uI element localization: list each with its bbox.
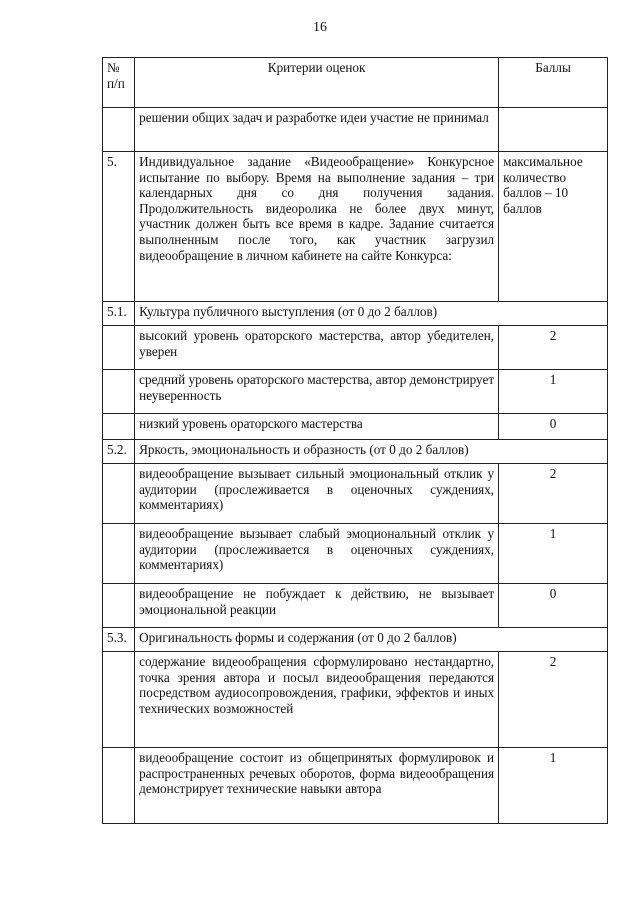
table-header-row	[103, 58, 608, 108]
table-row-subsection-5-3	[103, 628, 608, 652]
subsection-5-1-title: Культура публичного выступления (от 0 до 2 баллов)	[135, 302, 608, 326]
criterion-score: 1	[499, 748, 608, 824]
row-num	[103, 414, 135, 440]
row-num	[103, 748, 135, 824]
table-row	[103, 652, 608, 748]
row-num	[103, 524, 135, 584]
subsection-5-2-num: 5.2.	[103, 440, 135, 464]
criterion-score: 2	[499, 464, 608, 524]
table-row	[103, 748, 608, 824]
criterion-score: 1	[499, 524, 608, 584]
subsection-5-2-title: Яркость, эмоциональность и образность (от 0 до 2 баллов)	[135, 440, 608, 464]
row-num	[103, 464, 135, 524]
criterion-text: высокий уровень ораторского мастерства, автор убедителен, уверен	[135, 326, 499, 370]
section-5-text: Индивидуальное задание «Видеообращение» Конкурсное испытание по выбору. Время на выполнение задания – три календарных дня со дня получения задания. Продолжительность видеоролика не более двух минут, участник должен быть все время в кадре. Задание считается выполненным после того, как участник загрузил видеообращение в личном кабинете на сайте Конкурса:	[135, 152, 499, 302]
criteria-table	[102, 57, 608, 824]
criterion-score: 0	[499, 584, 608, 628]
table-row-section-5	[103, 152, 608, 302]
row-score	[499, 108, 608, 152]
criterion-text: видеообращение состоит из общепринятых формулировок и распространенных речевых оборотов, форма видеообращения демонстрирует технические навыки автора	[135, 748, 499, 824]
table-row-continuation	[103, 108, 608, 152]
criterion-score: 2	[499, 326, 608, 370]
section-5-score: максимальное количество баллов – 10 баллов	[499, 152, 608, 302]
header-criteria: Критерии оценок	[135, 58, 499, 108]
header-score: Баллы	[499, 58, 608, 108]
criterion-score: 0	[499, 414, 608, 440]
table-row	[103, 584, 608, 628]
table-row	[103, 464, 608, 524]
criterion-text: видеообращение вызывает слабый эмоциональный отклик у аудитории (прослеживается в оценочных суждениях, комментариях)	[135, 524, 499, 584]
row-num	[103, 652, 135, 748]
criterion-text: видеообращение не побуждает к действию, не вызывает эмоциональной реакции	[135, 584, 499, 628]
row-num	[103, 108, 135, 152]
table-row-subsection-5-2	[103, 440, 608, 464]
criterion-text: средний уровень ораторского мастерства, автор демонстрирует неуверенность	[135, 370, 499, 414]
table-row-subsection-5-1	[103, 302, 608, 326]
page-number: 16	[313, 20, 327, 35]
criterion-text: содержание видеообращения сформулировано нестандартно, точка зрения автора и посыл видеообращения передаются посредством аудиосопровождения, графики, эффектов и иных технических возможностей	[135, 652, 499, 748]
section-5-num: 5.	[103, 152, 135, 302]
row-num	[103, 326, 135, 370]
continuation-text: решении общих задач и разработке идеи участие не принимал	[135, 108, 499, 152]
table-row	[103, 370, 608, 414]
row-num	[103, 584, 135, 628]
table-row	[103, 414, 608, 440]
criterion-text: видеообращение вызывает сильный эмоциональный отклик у аудитории (прослеживается в оценочных суждениях, комментариях)	[135, 464, 499, 524]
criterion-score: 1	[499, 370, 608, 414]
subsection-5-3-num: 5.3.	[103, 628, 135, 652]
subsection-5-3-title: Оригинальность формы и содержания (от 0 до 2 баллов)	[135, 628, 608, 652]
row-num	[103, 370, 135, 414]
table-row	[103, 524, 608, 584]
subsection-5-1-num: 5.1.	[103, 302, 135, 326]
header-num: № п/п	[103, 58, 135, 108]
criterion-score: 2	[499, 652, 608, 748]
table-row	[103, 326, 608, 370]
criterion-text: низкий уровень ораторского мастерства	[135, 414, 499, 440]
